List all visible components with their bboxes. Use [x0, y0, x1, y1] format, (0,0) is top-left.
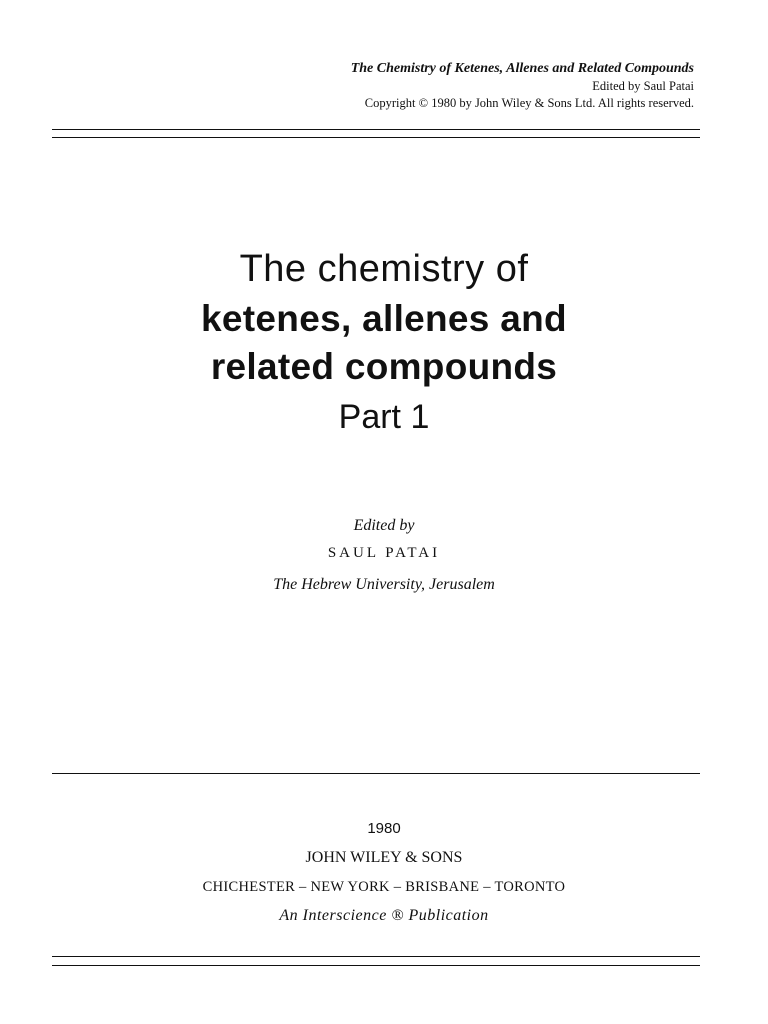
editor-affiliation: The Hebrew University, Jerusalem	[273, 576, 495, 593]
title-part: Part 1	[338, 398, 430, 436]
title-line-3: related compounds	[210, 346, 558, 387]
footer-rule-top	[52, 956, 700, 957]
publication-year: 1980	[367, 820, 401, 837]
title-line-1: The chemistry of	[239, 248, 529, 290]
publisher-cities: CHICHESTER – NEW YORK – BRISBANE – TORONTO	[202, 879, 566, 895]
title-line-2: ketenes, allenes and	[201, 298, 567, 339]
running-header	[351, 60, 694, 112]
publisher-rule	[52, 773, 700, 774]
editor-name: SAUL PATAI	[327, 545, 441, 561]
header-edited-by: Edited by Saul Patai	[592, 79, 694, 93]
header-rule-top	[52, 129, 700, 130]
footer-rule-bottom	[52, 965, 700, 966]
header-copyright: Copyright © 1980 by John Wiley & Sons Ltd. All rights reserved.	[364, 96, 694, 110]
edited-by-label: Edited by	[353, 517, 415, 534]
header-book-title: The Chemistry of Ketenes, Allenes and Related Compounds	[350, 61, 694, 76]
header-rule-bottom	[52, 137, 700, 138]
publisher-name: JOHN WILEY & SONS	[305, 849, 463, 866]
publisher-imprint: An Interscience ® Publication	[279, 907, 489, 924]
